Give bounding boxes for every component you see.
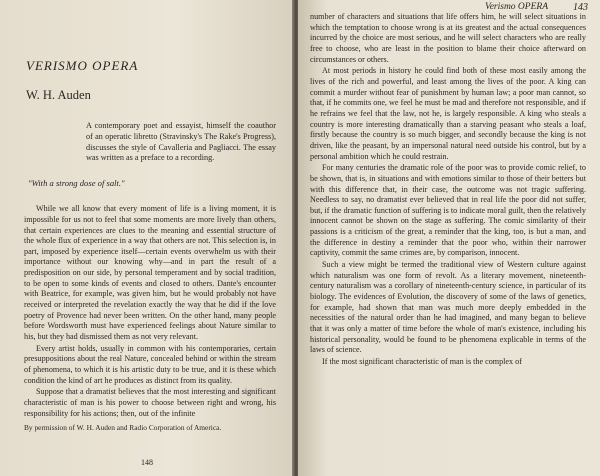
body-paragraph: number of characters and situations that life offers him, he will select situations in which the temptation to choose wrong is at its greatest and the actual consequences incurred by the choice are most serious, and he will select characters who are really free to choose, who are least in the position to blame their choice afterward on circumstances or others. <box>310 12 586 64</box>
body-paragraph: For many centuries the dramatic role of the poor was to provide comic relief, to be shown, that is, in situations and with emotions similar to those of their betters but with this difference that, in their case, the outcome was not tragic suffering. Needless to say, no dramatist ever believed that in real life the poor did not suffer, but, if the dramatic function of suffering is to indicate moral guilt, then the relatively innocent cannot be shown on the stage as suffering. The comic similarity of their passions is a criticism of the great, a reminder that the king, too, is but a man, and the difference in destiny a reminder that the poor who, within their narrower captivity, commit the same crimes are, by comparison, innocent. <box>310 163 586 258</box>
epigraph: "With a strong dose of salt." <box>28 178 125 189</box>
body-paragraph: At most periods in history he could find both of these most easily among the lives of the rich and powerful, and least among the lives of the poor. A king can commit a murder without fear of punishment by human law; a poor man cannot, so that, if he commits one, we feel he must be mad and therefore not responsible, and if he refrains we feel that the law, not he, is largely responsible. A king who steals a country is more interesting dramatically than a starving peasant who steals a loaf, firstly because the country is so much bigger, and secondly because the king is not driven, like the peasant, by an impersonal natural need outside his control, but by a personal ambition which he could restrain. <box>310 66 586 161</box>
body-paragraph: While we all know that every moment of life is a living moment, it is impossible for us not to feel that some moments are more lively than others, that certain experiences are clues to the meaning and essential structure of the whole flux of experience in a way that others are not. This selection is, in part, imposed by experience itself—certain events overwhelm us with their importance without our knowing why—and in part the result of a predisposition on our side, by personal temperament and by social tradition, to be open to some kinds of events and closed to others. Dante's encounter with Beatrice, for example, was given him, but he would probably not have received or interpreted the revelation exactly the way that he did if the love poetry of Provence had never been written. On the other hand, many people before Wordsworth must have experienced feelings about Nature similar to his, but they had dismissed them as not very relevant. <box>24 204 276 342</box>
editor-introduction: A contemporary poet and essayist, himself the coauthor of an operatic libretto (Stravinsky's The Rake's Progress), discusses the style of Cavalleria and Pagliacci. The essay was written as a preface to a recording. <box>86 121 276 163</box>
left-page-number: 148 <box>141 458 153 467</box>
right-page <box>298 0 600 476</box>
left-page <box>0 0 294 476</box>
body-paragraph: If the most significant characteristic of man is the complex of <box>322 357 522 366</box>
essay-author: W. H. Auden <box>26 88 91 102</box>
right-page-number: 143 <box>573 2 588 13</box>
running-head: Verismo OPERA <box>484 2 548 12</box>
left-page-text <box>24 58 276 433</box>
footnote: By permission of W. H. Auden and Radio Corporation of America. <box>24 423 222 433</box>
body-paragraph: Suppose that a dramatist believes that the most interesting and significant characteristic of man is his power to choose between right and wrong, his responsibility for his actions; then, out of the infinite <box>24 387 276 418</box>
right-page-text <box>310 12 586 368</box>
essay-title: VERISMO OPERA <box>26 58 139 73</box>
body-paragraph: Such a view might be termed the traditional view of Western culture against which naturalism was one form of revolt. As a literary movement, nineteenth-century naturalism was a corollary of nineteenth-century science, in particular of its biology. The evidences of Evolution, the discovery of some of the laws of genetics, for example, had shown that man was much more deeply embedded in the necessities of the natural order than he had imagined, and many began to believe that it was only a matter of time before the whole of man's existence, including his historical personality, would be found to be phenomena explicable in terms of the laws of science. <box>310 260 586 355</box>
body-paragraph: Every artist holds, usually in common with his contemporaries, certain presuppositions about the real Nature, concealed behind or within the stream of phenomena, to which it is his artistic duty to be true, and it is these which condition the kind of art he produces as distinct from its quality. <box>24 343 276 385</box>
